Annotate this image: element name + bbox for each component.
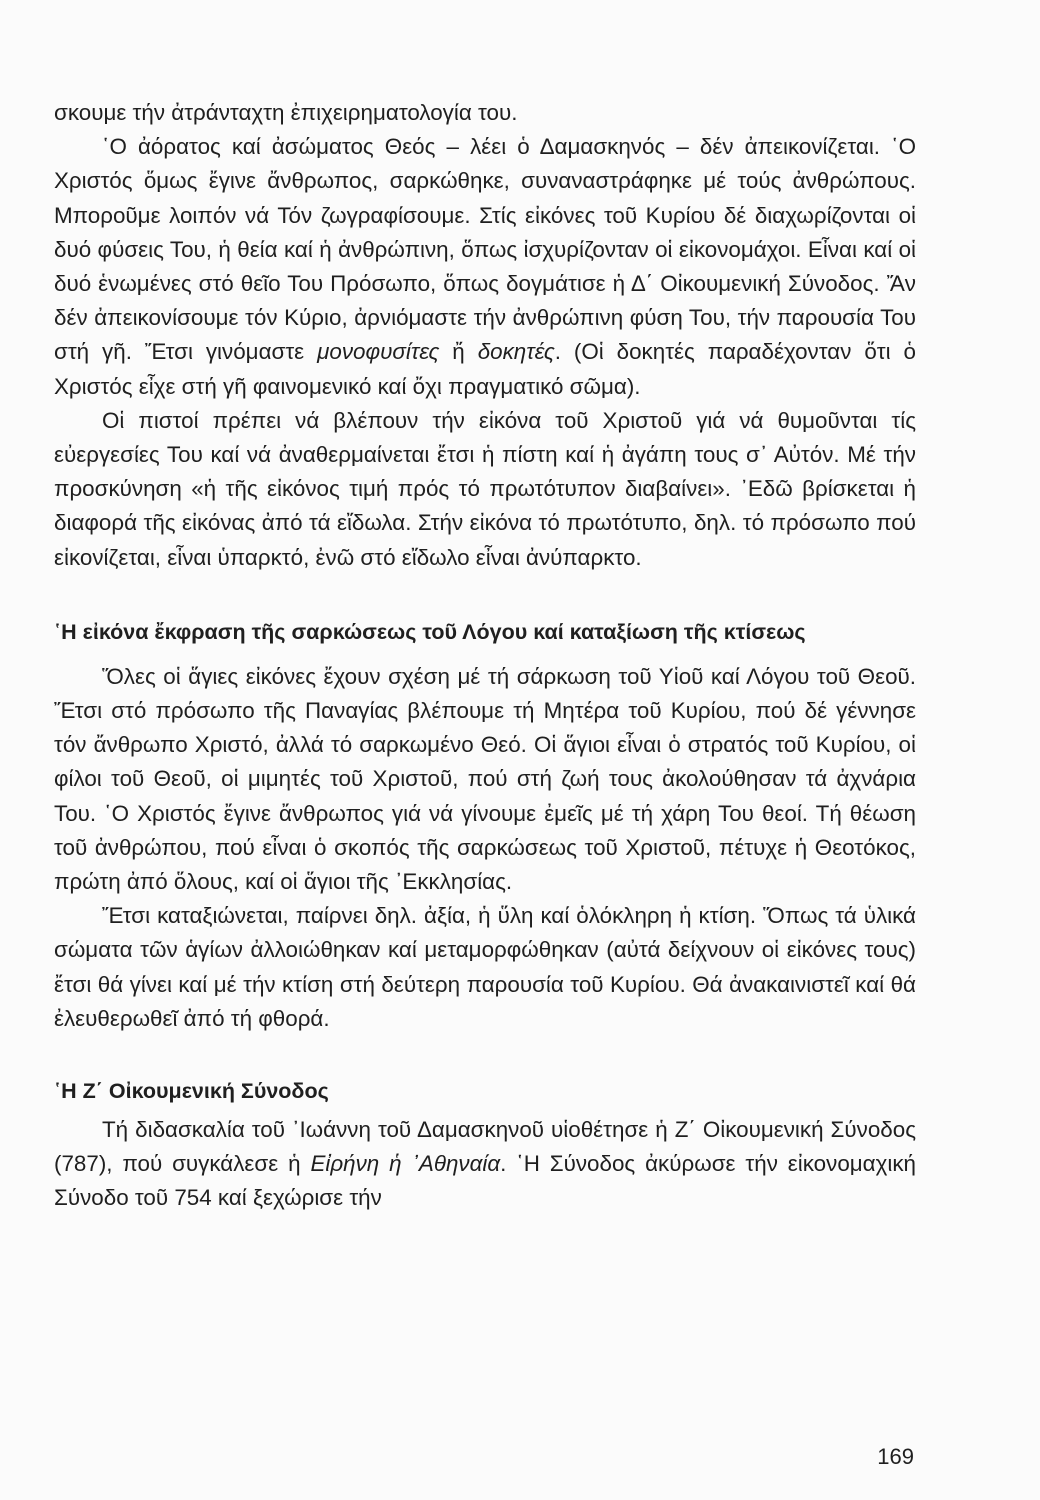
- emphasis-irene: Εἰρήνη ἡ ᾽Αθηναία: [310, 1151, 501, 1177]
- page-number: 169: [877, 1444, 914, 1469]
- connector-text: ἤ: [439, 339, 478, 365]
- section-heading-seventh-council: ῾Η Ζ΄ Οἰκουμενική Σύνοδος: [54, 1079, 329, 1104]
- paragraph-faithful-veneration: Οἱ πιστοί πρέπει νά βλέπουν τήν εἰκόνα τοῦ Χριστοῦ γιά νά θυμοῦνται τίς εὐεργεσίες Του καί νά ἀναθερμαίνεται ἔτσι ἡ πίστη καί ἡ ἀγάπη τους σ᾽ Αὐτόν. Μέ τήν προσκύνηση «ἡ τῆς εἰκόνος τιμή πρός τό πρωτότυπον διαβαίνει». ᾽Εδῶ βρίσκεται ἡ διαφορά τῆς εἰκόνας ἀπό τά εἴδωλα. Στήν εἰκόνα τό πρωτότυπο, δηλ. τό πρόσωπο πού εἰκονίζεται, εἶναι ὑπαρκτό, ἐνῶ στό εἴδωλο εἶναι ἀνύπαρκτο.: [54, 407, 916, 570]
- emphasis-monophysites: μονοφυσίτες: [317, 339, 440, 365]
- paragraph-holy-icons: Ὅλες οἱ ἅγιες εἰκόνες ἔχουν σχέση μέ τή σάρκωση τοῦ Υἱοῦ καί Λόγου τοῦ Θεοῦ. Ἔτσι στό πρόσωπο τῆς Παναγίας βλέπουμε τή Μητέρα τοῦ Κυρίου, πού δέ γέννησε τόν ἄνθρωπο Χριστό, ἀλλά τό σαρκωμένο Θεό. Οἱ ἅγιοι εἶναι ὁ στρατός τοῦ Κυρίου, οἱ φίλοι τοῦ Θεοῦ, οἱ μιμητές τοῦ Χριστοῦ, πού στή ζωή τους ἀκολούθησαν τά ἀχνάρια Του. ῾Ο Χριστός ἔγινε ἄνθρωπος γιά νά γίνουμε ἐμεῖς μέ τή χάρη Του θεοί. Τή θέωση τοῦ ἀνθρώπου, πού εἶναι ὁ σκοπός τῆς σαρκώσεως τοῦ Χριστοῦ, πέτυχε ἡ Θεοτόκος, πρώτη ἀπό ὅλους, καί οἱ ἅγιοι τῆς ᾽Εκκλησίας.: [54, 663, 916, 895]
- paragraph-damascene-argument: [54, 130, 916, 404]
- page-content: [54, 96, 916, 1216]
- paragraph-text: Τή διδασκαλία τοῦ ᾽Ιωάννη τοῦ Δαμασκηνοῦ υἱοθέτησε ἡ Ζ΄ Οἰκουμενική Σύνοδος (787), πού συγκάλεσε ἡ: [54, 1117, 916, 1177]
- paragraph-text-end: . ῾Η Σύνοδος ἀκύρωσε τήν εἰκονομαχική Σύνοδο τοῦ 754 καί ξεχώρισε τήν: [54, 1151, 916, 1211]
- paragraph-continuation: σκουμε τήν ἀτράνταχτη ἐπιχειρηματολογία του.: [54, 100, 518, 125]
- emphasis-docetists: δοκητές: [477, 339, 555, 365]
- section-heading-incarnation: ῾Η εἰκόνα ἔκφραση τῆς σαρκώσεως τοῦ Λόγου καί καταξίωση τῆς κτίσεως: [54, 619, 806, 644]
- paragraph-text-end: . (Οἱ δοκητές παραδέχονταν ὅτι ὁ Χριστός εἶχε στή γῆ φαινομενικό καί ὄχι πραγματικό σῶμα).: [54, 339, 916, 399]
- paragraph-text: ῾Ο ἀόρατος καί ἀσώματος Θεός – λέει ὁ Δαμασκηνός – δέν ἀπεικονίζεται. ῾Ο Χριστός ὅμως ἔγινε ἄνθρωπος, σαρκώθηκε, συναναστράφηκε μέ τούς ἀνθρώπους. Μποροῦμε λοιπόν νά Τόν ζωγραφίσουμε. Στίς εἰκόνες τοῦ Κυρίου δέ διαχωρίζονται οἱ δυό φύσεις Του, ἡ θεία καί ἡ ἀνθρώπινη, ὅπως ἰσχυρίζονταν οἱ εἰκονομάχοι. Εἶναι καί οἱ δυό ἑνωμένες στό θεῖο Του Πρόσωπο, ὅπως δογμάτισε ἡ Δ΄ Οἰκουμενική Σύνοδος. Ἄν δέν ἀπεικονίσουμε τόν Κύριο, ἀρνιόμαστε τήν ἀνθρώπινη φύση Του, τήν παρουσία Του στή γῆ. Ἔτσι γινόμαστε: [54, 134, 916, 365]
- paragraph-creation-worth: Ἔτσι καταξιώνεται, παίρνει δηλ. ἀξία, ἡ ὕλη καί ὁλόκληρη ἡ κτίση. Ὅπως τά ὑλικά σώματα τῶν ἁγίων ἀλλοιώθηκαν καί μεταμορφώθηκαν (αὐτά δείχνουν οἱ εἰκόνες τους) ἔτσι θά γίνει καί μέ τήν κτίση στή δεύτερη παρουσία τοῦ Κυρίου. Θά ἀνακαινιστεῖ καί θά ἐλευθερωθεῖ ἀπό τή φθορά.: [54, 903, 916, 1031]
- paragraph-seventh-council: [54, 1113, 916, 1216]
